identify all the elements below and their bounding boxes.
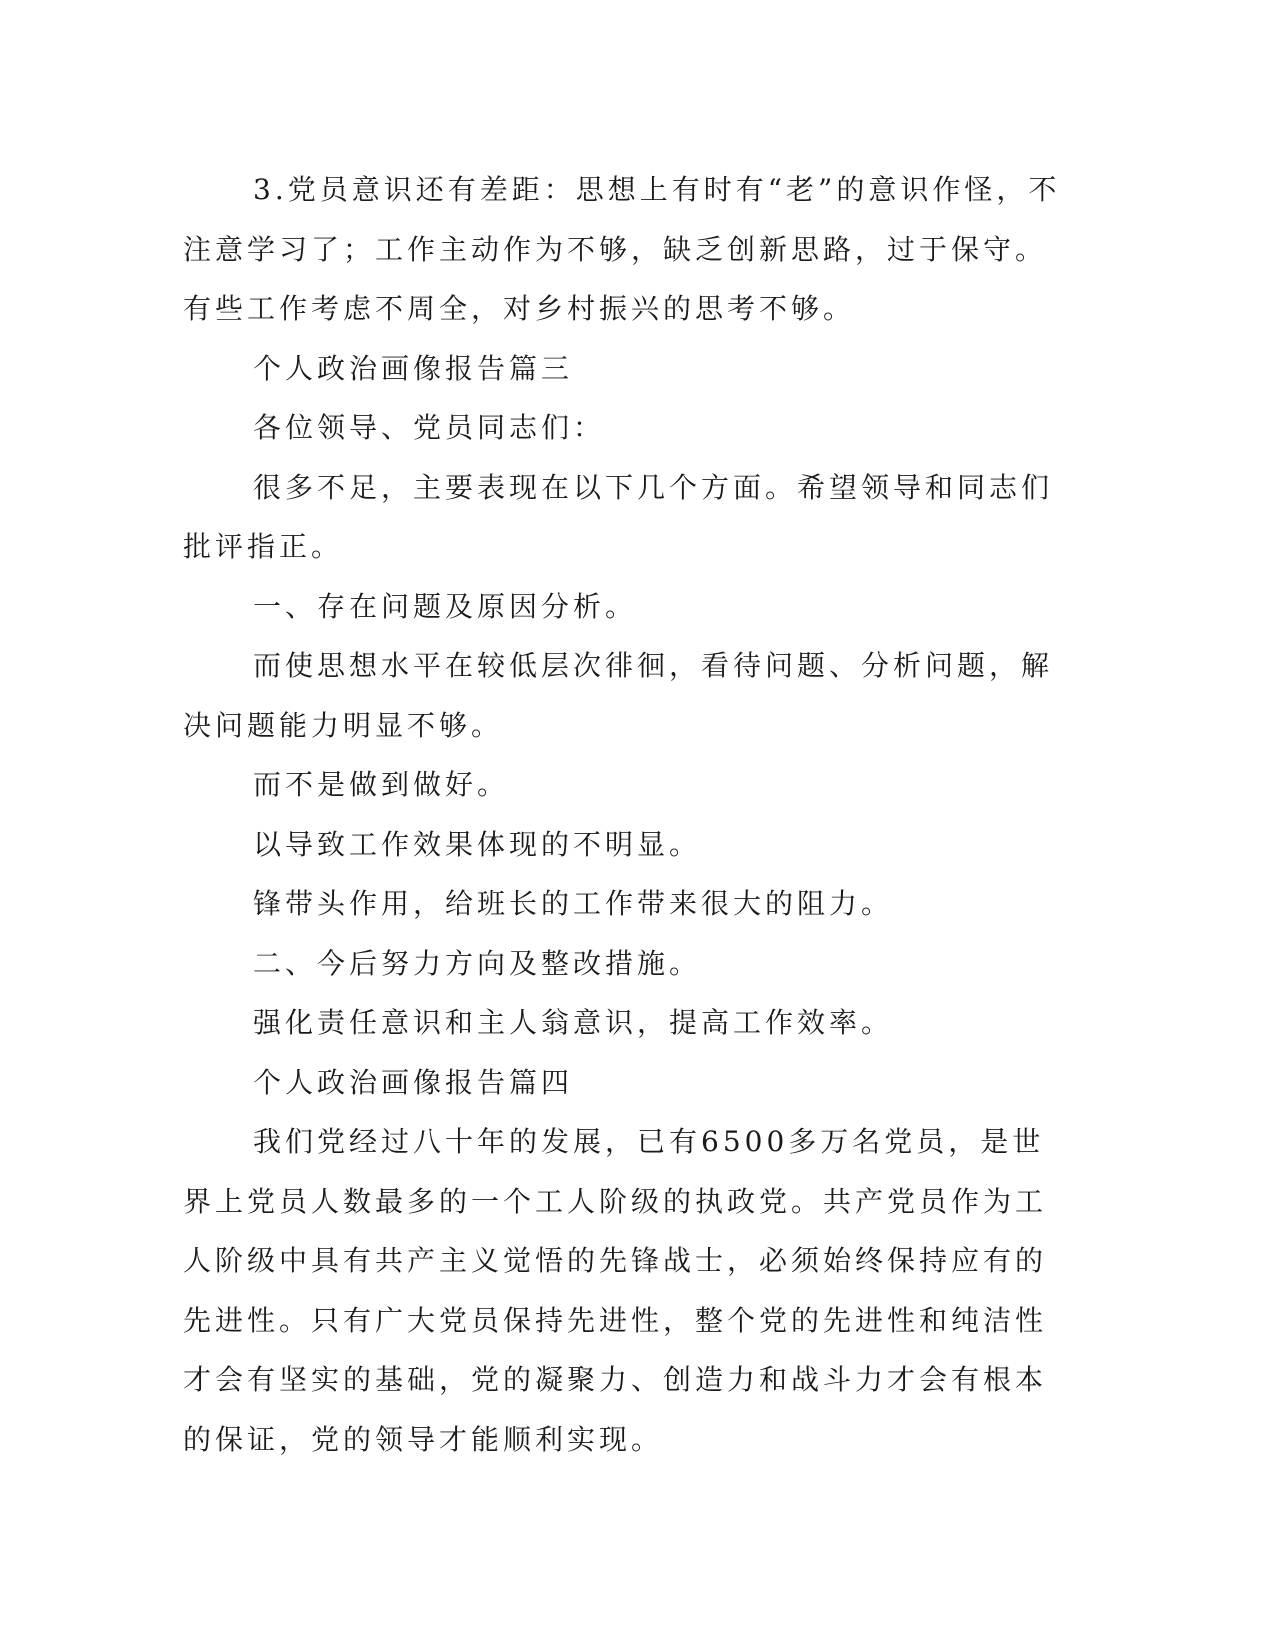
paragraph-vanguard-role: 锋带头作用，给班长的工作带来很大的阻力。 — [253, 887, 894, 920]
paragraph-party-development: 我们党经过八十年的发展，已有6500多万名党员，是世界上党员人数最多的一个工人阶级的执政党。共产党员作为工人阶级中具有共产主义觉悟的先锋战士，必须始终保持应有的先进性。只有广大党员保持先进性，整个党的先进性和纯洁性才会有坚实的基础，党的凝聚力、创造力和战斗力才会有根本的保证，党的领导才能顺利实现。 — [183, 1125, 1048, 1456]
paragraph-thinking-level: 而使思想水平在较低层次徘徊，看待问题、分析问题，解决问题能力明显不够。 — [183, 649, 1054, 742]
paragraph-not-doing-well: 而不是做到做好。 — [253, 768, 510, 801]
paragraph-responsibility: 强化责任意识和主人翁意识，提高工作效率。 — [253, 1006, 894, 1039]
paragraph-party-awareness-gap: 3.党员意识还有差距：思想上有时有“老”的意识作怪，不注意学习了；工作主动作为不够，缺乏创新思路，过于保守。有些工作考虑不周全，对乡村振兴的思考不够。 — [183, 173, 1061, 325]
section-heading-part-three: 个人政治画像报告篇三 — [253, 351, 574, 385]
salutation: 各位领导、党员同志们： — [253, 411, 606, 444]
document-body — [183, 160, 1063, 1469]
section-heading-part-four: 个人政治画像报告篇四 — [253, 1065, 574, 1099]
subheading-problems-analysis: 一、存在问题及原因分析。 — [253, 589, 638, 623]
paragraph-shortcomings-intro: 很多不足，主要表现在以下几个方面。希望领导和同志们批评指正。 — [183, 470, 1054, 563]
subheading-improvement-measures: 二、今后努力方向及整改措施。 — [253, 946, 702, 980]
paragraph-work-effect: 以导致工作效果体现的不明显。 — [253, 827, 702, 861]
